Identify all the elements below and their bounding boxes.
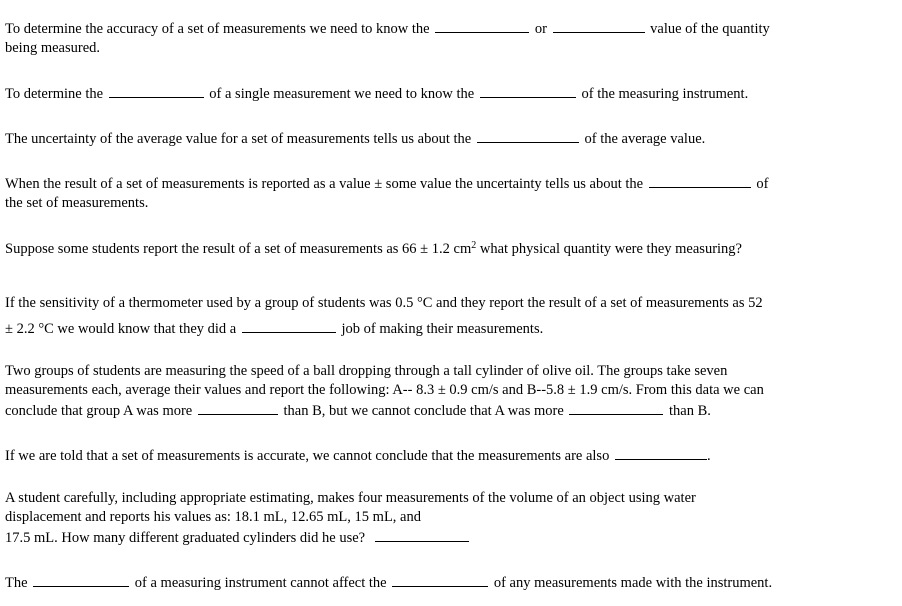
q3-text-b: of the average value. xyxy=(584,131,706,147)
q9-blank-1[interactable] xyxy=(375,527,469,542)
q10-blank-1[interactable] xyxy=(33,572,129,587)
q2-blank-1[interactable] xyxy=(109,83,204,98)
q8-text-b: . xyxy=(706,448,711,464)
q7-blank-2[interactable] xyxy=(569,400,663,415)
q1-blank-1[interactable] xyxy=(435,18,529,33)
q5-text-b: what physical quantity were they measuring? xyxy=(476,241,742,257)
q2-text-b: of a single measurement we need to know the xyxy=(209,86,475,102)
q7-text-b: than B, but we cannot conclude that A was more xyxy=(283,403,564,419)
q4-blank-1[interactable] xyxy=(649,173,751,188)
q1-blank-2[interactable] xyxy=(553,18,645,33)
q9-text-line3: 17.5 mL. How many different graduated cylinders did he use? xyxy=(5,530,366,546)
q10-blank-2[interactable] xyxy=(392,572,488,587)
q7-text-c: than B. xyxy=(669,403,711,419)
q9-text-line2: displacement and reports his values as: 18.1 mL, 12.65 mL, 15 mL, and xyxy=(5,509,421,525)
q7-text-line2: measurements each, average their values and report the following: A-- 8.3 ± 0.9 cm/s and B--5.8 ± 1.9 cm/s. From this data we can xyxy=(5,382,764,398)
question-8 xyxy=(5,445,711,466)
q3-blank-1[interactable] xyxy=(477,128,579,143)
q6-text-a: ± 2.2 °C we would know that they did a xyxy=(5,321,237,337)
q8-text-a: If we are told that a set of measurements is accurate, we cannot conclude that the measurements are also xyxy=(5,448,610,464)
q2-text-c: of the measuring instrument. xyxy=(581,86,749,102)
q1-text-b: or xyxy=(534,21,547,37)
question-6 xyxy=(5,290,763,342)
question-7 xyxy=(5,362,764,421)
q8-blank-1[interactable] xyxy=(615,445,707,460)
question-1 xyxy=(5,18,770,58)
q10-text-b: of a measuring instrument cannot affect the xyxy=(134,575,387,591)
q1-text-a: To determine the accuracy of a set of measurements we need to know the xyxy=(5,21,430,37)
q5-text-a: Suppose some students report the result of a set of measurements as 66 ± 1.2 cm xyxy=(5,241,472,257)
question-2 xyxy=(5,83,748,104)
question-9 xyxy=(5,489,696,548)
q7-text-line1: Two groups of students are measuring the speed of a ball dropping through a tall cylinder of olive oil. The groups take seven xyxy=(5,363,728,379)
q4-text-line2: the set of measurements. xyxy=(5,195,149,211)
q2-text-a: To determine the xyxy=(5,86,104,102)
q1-text-c: value of the quantity xyxy=(650,21,770,37)
q5-superscript: 2 xyxy=(471,240,477,251)
q3-text-a: The uncertainty of the average value for a set of measurements tells us about the xyxy=(5,131,472,147)
q2-blank-2[interactable] xyxy=(480,83,576,98)
q6-text-b: job of making their measurements. xyxy=(341,321,544,337)
question-3 xyxy=(5,128,705,149)
q7-text-a: conclude that group A was more xyxy=(5,403,193,419)
q4-text-b: of xyxy=(756,176,769,192)
q10-text-a: The xyxy=(5,575,28,591)
q7-blank-1[interactable] xyxy=(198,400,278,415)
q1-text-line2: being measured. xyxy=(5,40,101,56)
q6-text-line1: If the sensitivity of a thermometer used by a group of students was 0.5 °C and they report the result of a set of measurements as 52 xyxy=(5,295,763,311)
question-5 xyxy=(5,240,742,259)
question-4 xyxy=(5,173,768,213)
q10-text-c: of any measurements made with the instrument. xyxy=(493,575,773,591)
question-10 xyxy=(5,572,772,593)
q4-text-a: When the result of a set of measurements is reported as a value ± some value the uncertainty tells us about the xyxy=(5,176,644,192)
q6-blank-1[interactable] xyxy=(242,318,336,333)
q9-text-line1: A student carefully, including appropriate estimating, makes four measurements of the volume of an object using water xyxy=(5,490,696,506)
